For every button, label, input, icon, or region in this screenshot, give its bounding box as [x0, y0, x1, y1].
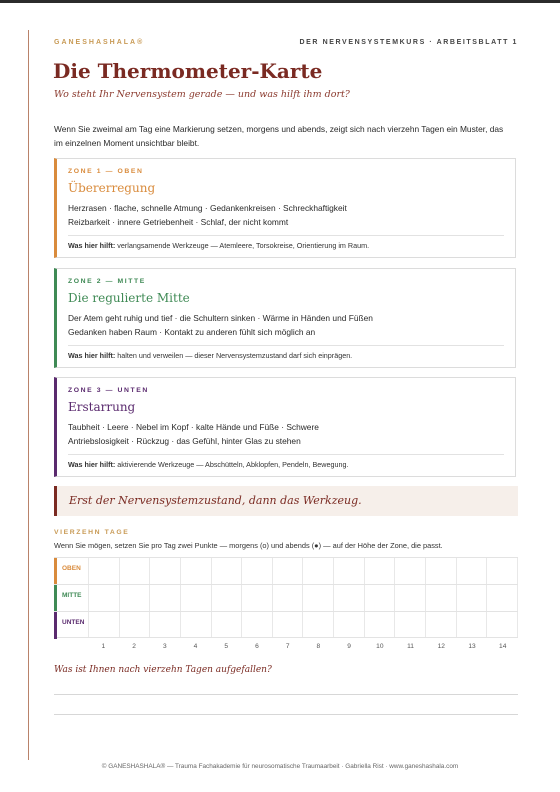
zone-card-mitte	[54, 268, 516, 368]
grid-cell[interactable]	[180, 585, 211, 611]
day-number: 8	[316, 643, 321, 650]
writing-line[interactable]	[54, 694, 518, 695]
day-number: 10	[376, 643, 384, 650]
grid-cell[interactable]	[456, 558, 487, 584]
grid-cell[interactable]	[364, 585, 395, 611]
zone-eyebrow: ZONE 1 — OBEN	[68, 168, 144, 175]
grid-cell[interactable]	[333, 612, 364, 637]
day-number: 12	[437, 643, 445, 650]
grid-cell[interactable]	[486, 558, 518, 584]
grid-cell[interactable]	[180, 612, 211, 637]
grid-cell[interactable]	[211, 585, 242, 611]
grid-cell[interactable]	[241, 612, 272, 637]
zone-description-line: Herzrasen · flache, schnelle Atmung · Gedankenkreisen · Schreckhaftigkeit	[68, 203, 347, 213]
day-number: 6	[255, 643, 259, 650]
grid-row-label: UNTEN	[54, 612, 88, 639]
grid-cell[interactable]	[272, 558, 303, 584]
helps-label: Was hier hilft:	[68, 460, 116, 469]
zone-divider	[68, 235, 504, 236]
grid-cell[interactable]	[456, 612, 487, 637]
grid-row-label: MITTE	[54, 585, 88, 612]
day-number: 3	[162, 643, 167, 650]
page-title: Die Thermometer-Karte	[53, 59, 323, 83]
grid-cell[interactable]	[394, 612, 425, 637]
day-number: 2	[132, 643, 136, 650]
course-label: DER NERVENSYSTEMKURS · ARBEITSBLATT 1	[299, 39, 518, 46]
zone-description-line: Gedanken haben Raum · Kontakt zu anderen fühlt sich möglich an	[68, 327, 316, 337]
day-numbers	[88, 643, 518, 650]
grid-cell[interactable]	[211, 612, 242, 637]
grid-cell[interactable]	[425, 558, 456, 584]
helps-text: halten und verweilen — dieser Nervensystemzustand darf sich einprägen.	[117, 351, 353, 360]
grid-cell[interactable]	[149, 558, 180, 584]
zone-card-unten	[54, 377, 516, 477]
page-subtitle: Wo steht Ihr Nervensystem gerade — und was hilft ihm dort?	[54, 89, 350, 100]
day-number: 11	[407, 643, 414, 650]
zone-title: Erstarrung	[68, 400, 136, 414]
grid-cell[interactable]	[425, 612, 456, 637]
writing-line[interactable]	[54, 714, 518, 715]
day-number: 14	[499, 643, 507, 650]
tracker-instructions: Wenn Sie mögen, setzen Sie pro Tag zwei Punkte — morgens (o) und abends (●) — auf der Höhe der Zone, die passt.	[54, 541, 443, 550]
zone-description-line: Taubheit · Leere · Nebel im Kopf · kalte Hände und Füße · Schwere	[68, 422, 319, 432]
left-margin-rule	[28, 30, 29, 760]
zone-title: Die regulierte Mitte	[68, 291, 190, 305]
zone-helps	[68, 351, 352, 360]
grid-cell[interactable]	[394, 585, 425, 611]
zone-divider	[68, 345, 504, 346]
zone-helps	[68, 460, 348, 469]
zone-title: Übererregung	[68, 181, 156, 195]
helps-text: aktivierende Werkzeuge — Abschütteln, Abklopfen, Pendeln, Bewegung.	[117, 460, 349, 469]
grid-cell[interactable]	[394, 558, 425, 584]
brand-label: GANESHASHALA®	[54, 39, 145, 46]
zone-description	[68, 311, 498, 339]
day-number: 7	[285, 643, 290, 650]
grid-cell[interactable]	[149, 585, 180, 611]
grid-cell[interactable]	[364, 558, 395, 584]
grid-cell[interactable]	[364, 612, 395, 637]
grid-cell[interactable]	[241, 585, 272, 611]
footer-credits: © GANESHASHALA® — Trauma Fachakademie für neurosomatische Traumaarbeit · Gabriella Rist · www.ganeshashala.com	[101, 763, 459, 770]
grid-cell[interactable]	[88, 585, 119, 611]
grid-cell[interactable]	[456, 585, 487, 611]
day-number: 4	[193, 643, 198, 650]
grid-cell[interactable]	[149, 612, 180, 637]
zone-description-line: Reizbarkeit · innere Getriebenheit · Schlaf, der nicht kommt	[68, 217, 289, 227]
grid-row-oben	[54, 557, 518, 584]
day-number: 9	[347, 643, 351, 650]
quote-text: Erst der Nervensystemzustand, dann das Werkzeug.	[69, 494, 362, 507]
grid-row-label: OBEN	[54, 558, 88, 585]
top-bar	[0, 0, 560, 3]
zone-description-line: Antriebslosigkeit · Rückzug · das Gefühl, hinter Glas zu stehen	[68, 436, 301, 446]
day-number: 1	[101, 643, 106, 650]
zone-description-line: Der Atem geht ruhig und tief · die Schultern sinken · Wärme in Händen und Füßen	[68, 313, 373, 323]
zone-helps	[68, 241, 369, 250]
grid-cell[interactable]	[302, 585, 333, 611]
grid-cell[interactable]	[88, 612, 119, 637]
grid-cell[interactable]	[333, 558, 364, 584]
day-number: 13	[468, 643, 476, 650]
zone-description	[68, 420, 498, 448]
grid-cell[interactable]	[119, 585, 150, 611]
zone-card-oben	[54, 158, 516, 258]
zone-eyebrow: ZONE 3 — UNTEN	[68, 387, 149, 394]
grid-cell[interactable]	[272, 585, 303, 611]
grid-cell[interactable]	[211, 558, 242, 584]
zone-divider	[68, 454, 504, 455]
grid-cell[interactable]	[302, 612, 333, 637]
helps-text: verlangsamende Werkzeuge — Atemleere, Torsokreise, Orientierung im Raum.	[117, 241, 370, 250]
grid-cell[interactable]	[180, 558, 211, 584]
grid-cell[interactable]	[272, 612, 303, 637]
zone-description	[68, 201, 498, 229]
grid-cell[interactable]	[486, 585, 518, 611]
grid-cell[interactable]	[88, 558, 119, 584]
tracker-title: VIERZEHN TAGE	[54, 529, 130, 536]
grid-cell[interactable]	[425, 585, 456, 611]
grid-cell[interactable]	[333, 585, 364, 611]
grid-row-mitte	[54, 584, 518, 611]
grid-cell[interactable]	[119, 558, 150, 584]
grid-cell[interactable]	[119, 612, 150, 637]
key-quote	[54, 486, 518, 516]
grid-row-unten	[54, 611, 518, 638]
day-number: 5	[224, 643, 229, 650]
grid-cell[interactable]	[241, 558, 272, 584]
grid-cell[interactable]	[302, 558, 333, 584]
reflection-question: Was ist Ihnen nach vierzehn Tagen aufgefallen?	[54, 665, 272, 675]
intro-paragraph: Wenn Sie zweimal am Tag eine Markierung setzen, morgens und abends, zeigt sich nach vierzehn Tagen ein Muster, das im einzelnen Moment unsichtbar bleibt.	[54, 124, 504, 148]
helps-label: Was hier hilft:	[68, 241, 116, 250]
grid-cell[interactable]	[486, 612, 518, 637]
zone-eyebrow: ZONE 2 — MITTE	[68, 278, 146, 285]
tracking-grid	[54, 557, 518, 638]
helps-label: Was hier hilft:	[68, 351, 116, 360]
